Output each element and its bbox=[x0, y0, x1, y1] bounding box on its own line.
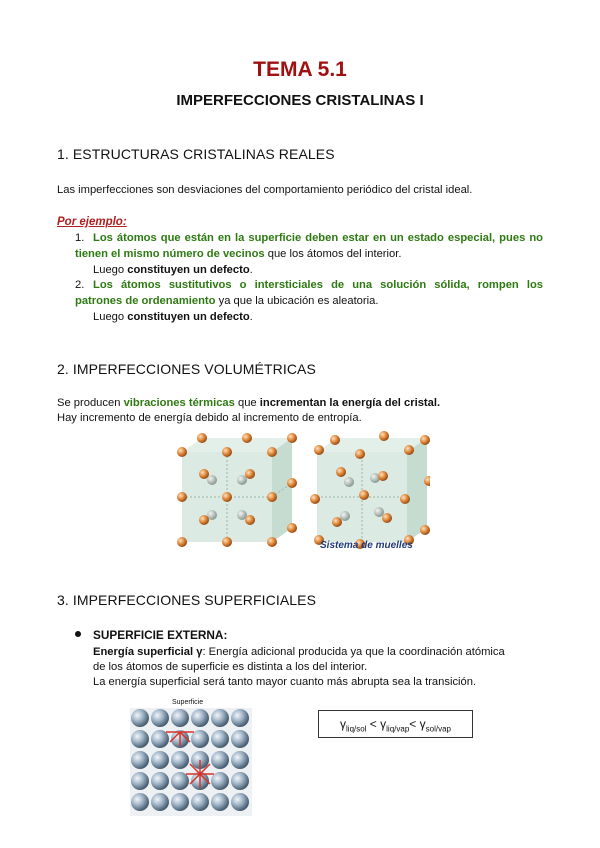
bullet-line-rest: : Energía adicional producida ya que la coordinación atómica bbox=[202, 646, 505, 658]
list-item-number: 2. bbox=[75, 279, 85, 292]
formula-sub: sol/vap bbox=[425, 724, 451, 734]
atom-sphere bbox=[191, 793, 209, 811]
line-highlight: vibraciones térmicas bbox=[123, 397, 235, 409]
list-item-text: que los átomos del interior. bbox=[264, 247, 402, 260]
list-item-conclusion bbox=[75, 263, 543, 279]
atom-sphere bbox=[191, 709, 209, 727]
atom-sphere bbox=[231, 709, 249, 727]
line-pre: Se producen bbox=[57, 397, 124, 409]
section-1-intro: Las imperfecciones son desviaciones del comportamiento periódico del cristal ideal. bbox=[57, 184, 473, 196]
atom-sphere bbox=[131, 730, 149, 748]
atom-sphere bbox=[171, 751, 189, 769]
image-caption: Sistema de muelles bbox=[320, 540, 413, 551]
section-2-line-1 bbox=[57, 396, 440, 410]
atom-sphere bbox=[131, 709, 149, 727]
list-item-text: ya que la ubicación es aleatoria. bbox=[215, 295, 379, 308]
bullet-line-bold: Energía superficial γ bbox=[93, 646, 203, 658]
atom-sphere bbox=[231, 793, 249, 811]
conclusion-pre: Luego bbox=[93, 263, 128, 276]
formula-gamma: γ bbox=[380, 717, 387, 731]
atom-sphere bbox=[231, 772, 249, 790]
bullet-line-3: La energía superficial será tanto mayor cuanto más abrupta sea la transición. bbox=[93, 676, 477, 688]
line-mid: que bbox=[234, 397, 260, 409]
atom-sphere bbox=[231, 751, 249, 769]
conclusion-bold: constituyen un defecto bbox=[127, 263, 250, 276]
formula-op: < bbox=[366, 717, 381, 731]
conclusion-post: . bbox=[249, 310, 253, 323]
list-item-conclusion bbox=[75, 310, 543, 326]
lattice-left bbox=[177, 433, 297, 547]
list-item-highlight: Los átomos sustitutivos o intersticiales de una solución sólida, rompen los patrones de ordenamiento bbox=[75, 279, 543, 308]
example-list bbox=[75, 231, 543, 326]
conclusion-pre: Luego bbox=[93, 310, 128, 323]
atom-sphere bbox=[151, 751, 169, 769]
surface-image-label: Superficie bbox=[172, 699, 204, 706]
formula-gamma: γ bbox=[419, 717, 426, 731]
atom-sphere bbox=[211, 751, 229, 769]
section-2-line-2: Hay incremento de energía debido al incremento de entropía. bbox=[57, 412, 362, 424]
bullet-icon bbox=[75, 631, 81, 637]
list-item bbox=[75, 231, 543, 278]
example-label: Por ejemplo: bbox=[57, 216, 127, 228]
conclusion-post: . bbox=[249, 263, 253, 276]
lattice-right bbox=[310, 431, 430, 549]
conclusion-bold: constituyen un defecto bbox=[127, 310, 250, 323]
section-3-heading: 3. IMPERFECCIONES SUPERFICIALES bbox=[57, 592, 317, 608]
formula-sub: liq/sol bbox=[346, 724, 367, 734]
bullet-line-2: de los átomos de superficie es distinta a los del interior. bbox=[93, 661, 368, 673]
atom-sphere bbox=[151, 772, 169, 790]
bullet-title: SUPERFICIE EXTERNA: bbox=[93, 628, 228, 642]
page-title: TEMA 5.1 bbox=[253, 58, 347, 81]
page-subtitle: IMPERFECCIONES CRISTALINAS I bbox=[176, 92, 424, 109]
section-1-heading: 1. ESTRUCTURAS CRISTALINAS REALES bbox=[57, 146, 335, 162]
atom-sphere bbox=[211, 730, 229, 748]
atom-sphere bbox=[151, 793, 169, 811]
list-item bbox=[75, 278, 543, 325]
atom-sphere bbox=[131, 751, 149, 769]
formula-gamma: γ bbox=[340, 717, 347, 731]
line-bold: incrementan la energía del cristal. bbox=[259, 397, 441, 409]
bullet-body bbox=[93, 645, 543, 690]
list-item-number: 1. bbox=[75, 232, 85, 244]
atom-sphere bbox=[131, 793, 149, 811]
list-item-highlight: Los átomos que están en la superficie deben estar en un estado especial, pues no tienen el mismo número de vecinos bbox=[75, 232, 543, 260]
atom-sphere bbox=[131, 772, 149, 790]
bullet-line-1 bbox=[93, 645, 543, 660]
formula-sub: liq/vap bbox=[386, 724, 410, 734]
atom-sphere bbox=[231, 730, 249, 748]
surface-atoms-image bbox=[130, 708, 252, 816]
atom-sphere bbox=[211, 793, 229, 811]
atom-sphere bbox=[171, 793, 189, 811]
section-2-heading: 2. IMPERFECCIONES VOLUMÉTRICAS bbox=[57, 361, 316, 377]
surface-energy-formula bbox=[318, 710, 473, 738]
atom-sphere bbox=[171, 709, 189, 727]
formula-op: < bbox=[409, 717, 420, 731]
atom-sphere bbox=[211, 709, 229, 727]
atom-sphere bbox=[151, 709, 169, 727]
